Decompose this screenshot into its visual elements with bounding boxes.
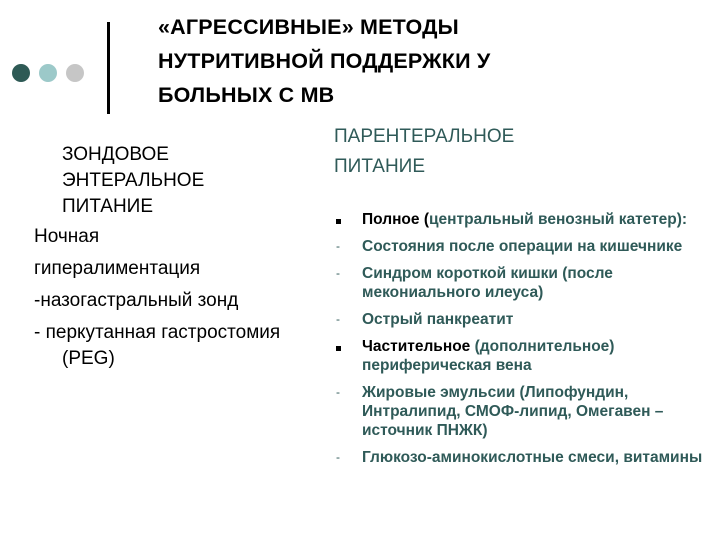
parenteral-list: [334, 210, 704, 475]
title-line-2: НУТРИТИВНОЙ ПОДДЕРЖКИ У: [158, 49, 491, 73]
item-lead: Частительное: [362, 338, 475, 355]
enteral-heading-line-3: ПИТАНИЕ: [62, 196, 154, 217]
list-item: [334, 264, 704, 302]
list-item: [334, 210, 704, 229]
enteral-item-peg: - перкутанная гастростомия (PEG): [34, 322, 281, 369]
item-text: центральный венозный катетер):: [429, 211, 688, 228]
parenteral-heading-line-1: ПАРЕНТЕРАЛЬНОЕ: [334, 126, 515, 147]
dash-bullet-icon: -: [336, 266, 340, 280]
parenteral-heading-line-2: ПИТАНИЕ: [334, 156, 426, 177]
slide-title: [158, 10, 698, 112]
enteral-item-night: Ночная: [34, 226, 100, 247]
list-item: [334, 237, 704, 256]
item-text: Глюкозо-аминокислотные смеси, витамины: [362, 449, 703, 466]
dot-dark: [12, 64, 30, 82]
enteral-heading-line-1: ЗОНДОВОЕ: [62, 144, 169, 165]
item-lead: Полное (: [362, 211, 429, 228]
dot-gray: [66, 64, 84, 82]
square-bullet-icon: [336, 337, 350, 356]
item-text: Синдром короткой кишки (после мекониального илеуса): [362, 265, 613, 301]
list-item: [334, 383, 704, 440]
title-line-1: «АГРЕССИВНЫЕ» МЕТОДЫ: [158, 15, 459, 39]
list-item: [334, 337, 704, 375]
list-item: [334, 448, 704, 467]
title-divider: [107, 22, 110, 114]
dash-bullet-icon: -: [336, 312, 340, 326]
item-text: Состояния после операции на кишечнике: [362, 238, 683, 255]
enteral-heading: [34, 142, 324, 220]
item-text: (дополнительное) периферическая вена: [362, 338, 615, 374]
enteral-item-nasogastric: -назогастральный зонд: [34, 290, 239, 311]
square-bullet-icon: [336, 210, 350, 229]
left-column: [34, 142, 324, 378]
list-item: [334, 310, 704, 329]
decorative-dots: [12, 64, 84, 82]
title-line-3: БОЛЬНЫХ С МВ: [158, 83, 335, 107]
parenteral-heading: [334, 122, 514, 182]
item-text: Жировые эмульсии (Липофундин, Интралипид, СМОФ-липид, Омегавен – источник ПНЖК): [362, 384, 664, 439]
item-text: Острый панкреатит: [362, 311, 514, 328]
dot-light: [39, 64, 57, 82]
dash-bullet-icon: -: [336, 239, 340, 253]
enteral-item-hyperalimentation: гипералиментация: [34, 258, 201, 279]
dash-bullet-icon: -: [336, 385, 340, 399]
enteral-heading-line-2: ЭНТЕРАЛЬНОЕ: [62, 170, 205, 191]
dash-bullet-icon: -: [336, 450, 340, 464]
